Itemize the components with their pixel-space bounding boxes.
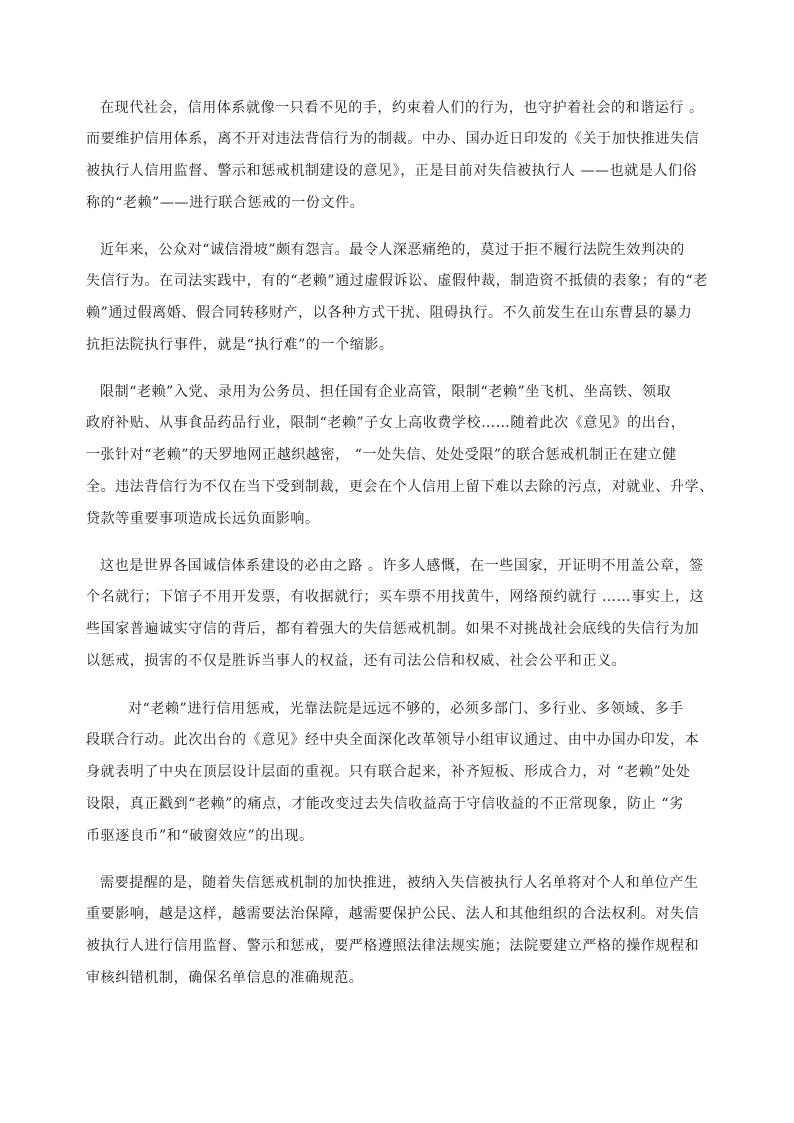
- paragraph-line: 以惩戒，损害的不仅是胜诉当事人的权益，还有司法公信和权威、社会公平和正义。: [86, 653, 627, 669]
- paragraph-line: 段联合行动。此次出台的《意见》经中央全面深化改革领导小组审议通过、由中办国办印发，本: [86, 732, 700, 748]
- paragraph-line: 全。违法背信行为不仅在当下受到制裁，更会在个人信用上留下难以去除的污点，对就业、升学、: [86, 479, 714, 495]
- paragraph-line: 抗拒法院执行事件，就是“执行难”的一个缩影。: [86, 337, 394, 353]
- paragraph-line: 称的“老赖”——进行联合惩戒的一份文件。: [86, 195, 365, 211]
- paragraph-line: 近年来，公众对“诚信滑坡”颇有怨言。最令人深恶痛绝的，莫过于拒不履行法院生效判决的: [100, 242, 685, 258]
- paragraph-line: 政府补贴、从事食品药品行业，限制“老赖”子女上高收费学校……随着此次《意见》的出台，: [86, 415, 686, 431]
- paragraph-line: 限制“老赖”入党、录用为公务员、担任国有企业高管，限制“老赖”坐飞机、坐高铁、领取: [100, 384, 672, 400]
- paragraph-line: 需要提醒的是，随着失信惩戒机制的加快推进，被纳入失信被执行人名单将对个人和单位产生: [100, 875, 699, 891]
- paragraph-line: 币驱逐良币”和“破窗效应”的出现。: [86, 828, 314, 844]
- paragraph-line: 个名就行；下馆子不用开发票，有收据就行；买车票不用找黄牛，网络预约就行 ……事实上，这: [86, 589, 705, 605]
- paragraph-line: 身就表明了中央在顶层设计层面的重视。只有联合起来，补齐短板、形成合力，对 “老赖”处处: [86, 764, 691, 780]
- paragraph-line: 重要影响，越是这样，越需要法治保障，越需要保护公民、法人和其他组织的合法权利。对失信: [86, 906, 700, 922]
- paragraph-line: 审核纠错机制，确保名单信息的准确规范。: [86, 970, 364, 986]
- paragraph-line: 而要维护信用体系，离不开对违法背信行为的制裁。中办、国办近日印发的《关于加快推进失信: [86, 131, 700, 147]
- paragraph-line: 在现代社会，信用体系就像一只看不见的手，约束着人们的行为，也守护着社会的和谐运行 。: [100, 100, 704, 116]
- paragraph-line: 被执行人信用监督、警示和惩戒机制建设的意见》，正是目前对失信被执行人 ——也就是人们俗: [86, 163, 698, 179]
- paragraph-line: 这也是世界各国诚信体系建设的必由之路 。许多人感慨，在一些国家，开证明不用盖公章，签: [100, 558, 704, 574]
- paragraph-line: 些国家普遍诚实守信的背后，都有着强大的失信惩戒机制。如果不对挑战社会底线的失信行为加: [86, 621, 700, 637]
- paragraph-line: 贷款等重要事项造成长远负面影响。: [86, 511, 320, 527]
- paragraph-line: 失信行为。在司法实践中，有的“老赖”通过虚假诉讼、虚假仲裁，制造资不抵债的表象；有的“老: [86, 273, 708, 289]
- paragraph-line: 对“老赖”进行信用惩戒，光靠法院是远远不够的，必须多部门、多行业、多领域、多手: [128, 701, 684, 717]
- paragraph-line: 被执行人进行信用监督、警示和惩戒，要严格遵照法律法规实施；法院要建立严格的操作规程和: [86, 938, 700, 954]
- paragraph-line: 一张针对“老赖”的天罗地网正越织越密， “一处失信、处处受限”的联合惩戒机制正在建立健: [86, 447, 677, 463]
- paragraph-line: 设限，真正戳到“老赖”的痛点，才能改变过去失信收益高于守信收益的不正常现象，防止 “劣: [86, 796, 684, 812]
- paragraph-line: 赖”通过假离婚、假合同转移财产，以各种方式干扰、阻碍执行。不久前发生在山东曹县的暴力: [86, 305, 693, 321]
